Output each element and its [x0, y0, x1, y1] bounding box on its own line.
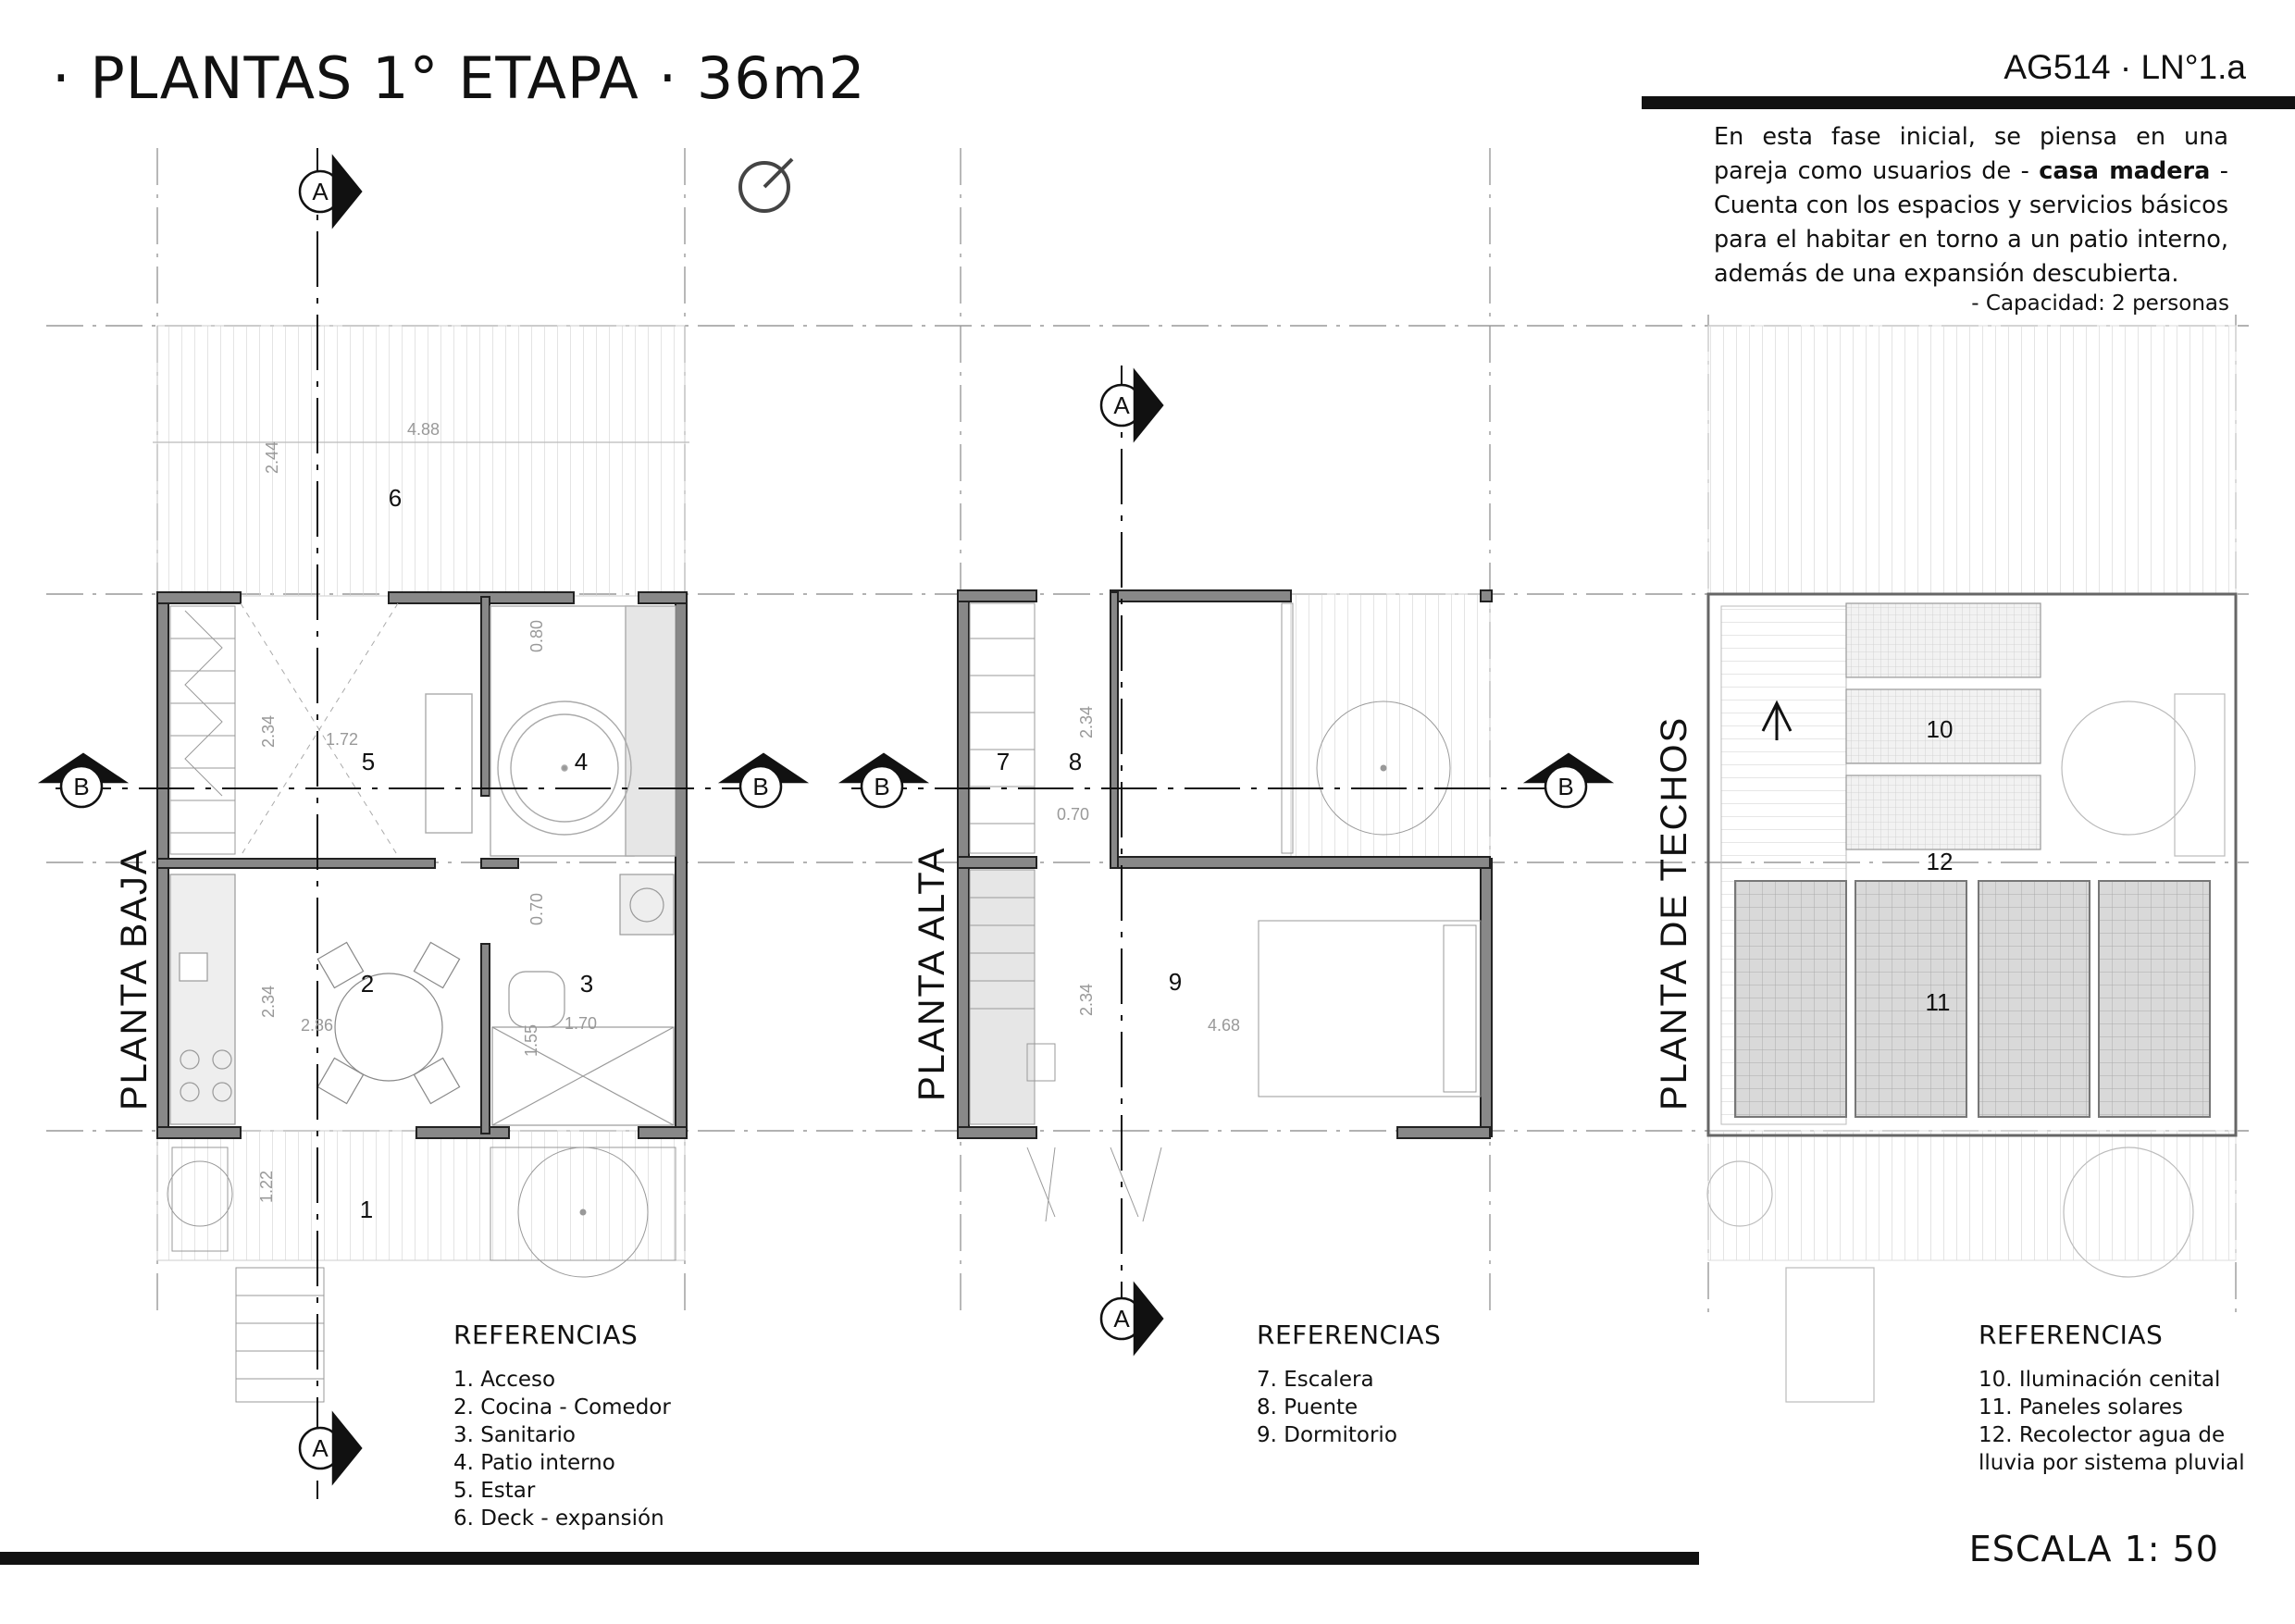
svg-text:B: B — [73, 773, 90, 800]
svg-text:2.86: 2.86 — [301, 1016, 334, 1035]
upper-plan-title: PLANTA ALTA — [912, 846, 952, 1101]
svg-text:1.72: 1.72 — [326, 730, 359, 749]
svg-text:11: 11 — [1925, 988, 1951, 1016]
svg-text:6: 6 — [388, 484, 403, 512]
svg-text:B: B — [752, 773, 769, 800]
reference-item: 3. Sanitario — [453, 1423, 576, 1447]
reference-item: 6. Deck - expansión — [453, 1506, 664, 1531]
reference-item: 10. Iluminación cenital — [1979, 1368, 2221, 1392]
svg-text:0.80: 0.80 — [527, 619, 546, 652]
svg-text:10: 10 — [1926, 715, 1954, 743]
svg-text:2.44: 2.44 — [263, 440, 281, 474]
svg-text:A: A — [1113, 391, 1130, 419]
reference-item: 4. Patio interno — [453, 1451, 615, 1475]
svg-text:4.88: 4.88 — [407, 420, 440, 439]
svg-text:4.68: 4.68 — [1208, 1016, 1241, 1035]
svg-text:7: 7 — [996, 748, 1011, 775]
svg-text:2.34: 2.34 — [259, 714, 278, 748]
north-arrow-icon — [740, 159, 792, 211]
svg-text:3: 3 — [579, 970, 594, 998]
capacity-note: - Capacidad: 2 personas — [1971, 291, 2229, 316]
reference-item: 12. Recolector agua de — [1979, 1423, 2226, 1447]
sheet-title: · PLANTAS 1° ETAPA · 36m2 — [52, 44, 866, 112]
reference-item: 1. Acceso — [453, 1368, 556, 1392]
reference-item: 11. Paneles solares — [1979, 1395, 2184, 1419]
ground-plan-title: PLANTA BAJA — [114, 848, 155, 1110]
reference-item: 9. Dormitorio — [1257, 1423, 1397, 1447]
roof-references-title: REFERENCIAS — [1979, 1320, 2164, 1350]
description-part-2: - Cuenta con los espacios y servicios básicos para el habitar en torno a un patio interno, además de una expansión descubierta. — [1714, 157, 2229, 288]
svg-text:1.70: 1.70 — [564, 1014, 598, 1033]
description-part-1: En esta fase inicial, se piensa en una pareja como usuarios de - — [1714, 123, 2228, 185]
ground-references — [453, 1321, 671, 1532]
svg-text:2: 2 — [360, 970, 375, 998]
svg-text:2.34: 2.34 — [1077, 705, 1096, 738]
sheet-code: AG514 · LN°1.a — [2003, 48, 2246, 86]
footer-rule — [0, 1552, 1699, 1565]
upper-floor-plan — [851, 366, 1573, 1342]
reference-item: 2. Cocina - Comedor — [453, 1395, 671, 1419]
svg-text:A: A — [312, 178, 329, 205]
description-bold: casa madera — [2039, 157, 2211, 185]
svg-text:B: B — [1557, 773, 1574, 800]
header-rule — [1642, 96, 2295, 109]
svg-text:8: 8 — [1068, 748, 1083, 775]
upper-references — [1257, 1321, 1441, 1449]
svg-text:1: 1 — [359, 1196, 374, 1223]
svg-text:A: A — [312, 1434, 329, 1462]
svg-text:2.34: 2.34 — [1077, 983, 1096, 1016]
svg-text:5: 5 — [361, 748, 376, 775]
roof-plan — [1707, 326, 2236, 1402]
roof-references — [1979, 1321, 2245, 1477]
reference-item: 5. Estar — [453, 1479, 536, 1503]
svg-text:0.70: 0.70 — [527, 892, 546, 925]
svg-text:12: 12 — [1926, 848, 1954, 875]
svg-text:1.22: 1.22 — [257, 1170, 276, 1203]
ground-floor-plan — [56, 148, 740, 1499]
svg-text:A: A — [1113, 1305, 1130, 1333]
svg-text:2.34: 2.34 — [259, 985, 278, 1018]
svg-text:B: B — [874, 773, 890, 800]
reference-item: 7. Escalera — [1257, 1368, 1374, 1392]
reference-item: 8. Puente — [1257, 1395, 1358, 1419]
svg-text:0.70: 0.70 — [1057, 805, 1090, 824]
roof-plan-title: PLANTA DE TECHOS — [1654, 715, 1694, 1110]
upper-references-title: REFERENCIAS — [1257, 1320, 1442, 1350]
ground-references-title: REFERENCIAS — [453, 1320, 639, 1350]
svg-text:4: 4 — [574, 748, 589, 775]
svg-text:1.55: 1.55 — [522, 1023, 540, 1057]
scale-label: ESCALA 1: 50 — [1968, 1529, 2219, 1569]
svg-text:9: 9 — [1168, 968, 1183, 996]
reference-item: lluvia por sistema pluvial — [1979, 1451, 2245, 1475]
